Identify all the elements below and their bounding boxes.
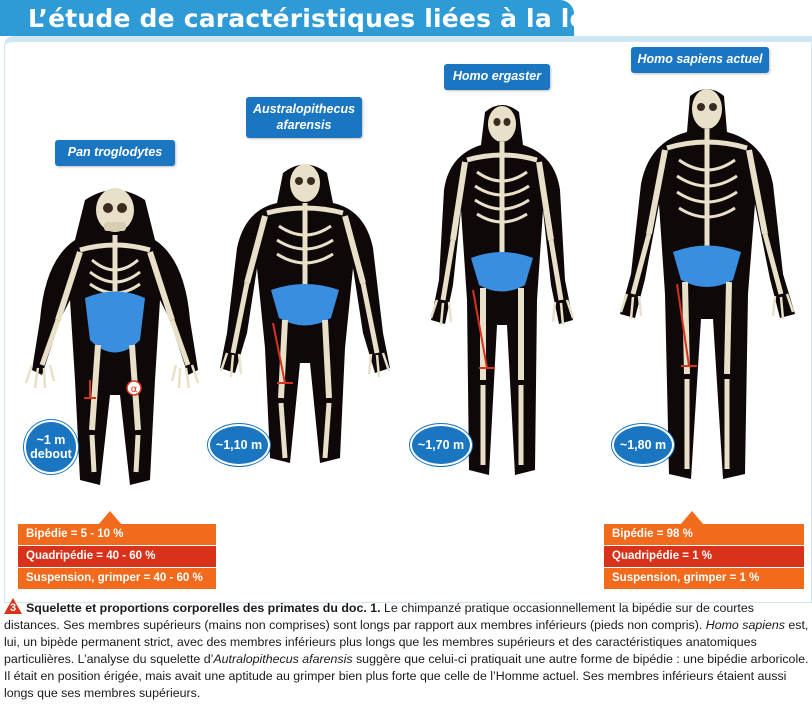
caption-species-australopithecus: Autralopithecus afarensis	[213, 652, 353, 666]
species-label-pan: Pan troglodytes	[55, 140, 175, 166]
stat-bipedie-pan: Bipédie = 5 - 10 %	[18, 524, 216, 546]
height-badge-pan: ~1 m debout	[24, 420, 78, 474]
caption-text-2: est, lui, un bipède permanent strict, avec des membres inférieurs plus longs que les membres supérieurs et des caractéristiques anatomiques particulières. L’analyse du squelette d’	[4, 618, 809, 666]
height-badge-sapiens: ~1,80 m	[612, 424, 674, 466]
caption-text-1: Le chimpanzé pratique occasionnellement la bipédie sur de courtes distances. Ses membres supérieurs (mains non comprises) sont longs par rapport aux membres inférieurs (pieds non compris).	[4, 601, 754, 632]
species-label-sapiens: Homo sapiens actuel	[631, 47, 769, 73]
stat-box-left-pointer	[98, 511, 122, 525]
figure-caption	[4, 598, 810, 702]
stat-box-pan	[18, 524, 216, 590]
stat-quadripedie-sapiens: Quadripédie = 1 %	[604, 546, 804, 568]
caption-title: Squelette et proportions corporelles des primates du doc. 1.	[26, 601, 381, 615]
doc-number-badge	[4, 598, 22, 614]
alpha-angle-marker: α	[130, 384, 138, 395]
species-label-australopithecus: Australopithecus afarensis	[246, 97, 362, 138]
stat-suspension-sapiens: Suspension, grimper = 1 %	[604, 568, 804, 590]
stat-suspension-pan: Suspension, grimper = 40 - 60 %	[18, 568, 216, 590]
doc-number: 3	[9, 602, 17, 614]
page-title: L’étude de caractéristiques liées à la locomotion	[28, 4, 720, 33]
stat-box-sapiens	[604, 524, 804, 590]
caption-species-sapiens: Homo sapiens	[705, 618, 785, 632]
stat-box-right-pointer	[680, 511, 704, 525]
height-badge-ergaster: ~1,70 m	[410, 424, 472, 466]
stat-bipedie-sapiens: Bipédie = 98 %	[604, 524, 804, 546]
species-label-ergaster: Homo ergaster	[444, 64, 550, 90]
stat-quadripedie-pan: Quadripédie = 40 - 60 %	[18, 546, 216, 568]
height-badge-australopithecus: ~1,10 m	[208, 424, 270, 466]
caption-text-3: suggère que celui-ci pratiquait une autre forme de bipédie : une bipédie arboricole. Il était en position érigée, mais avait une aptitude au grimper bien plus forte que celle de l’Homme actuel. Ses membres inférieurs étaient aussi longs que ses membres supérieurs.	[4, 652, 809, 700]
